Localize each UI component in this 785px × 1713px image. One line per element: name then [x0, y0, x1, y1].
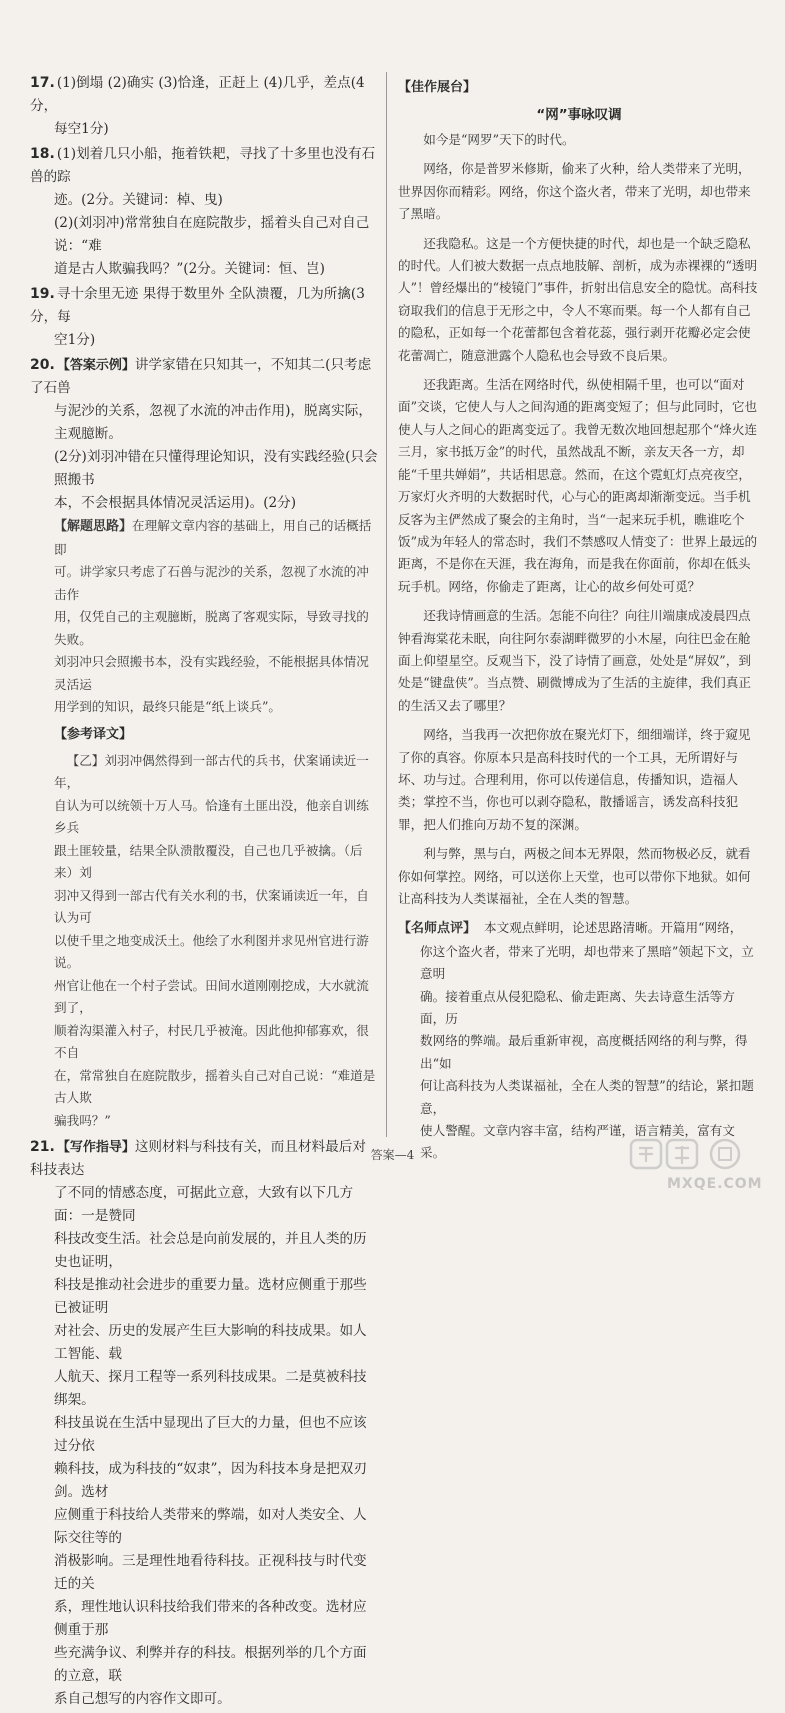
text-line: 舱面上仰望星空。反观当下，没了诗情了画意，处处是“屏 [398, 630, 751, 668]
text-line: 数网络的弊端。最后重新审视，高度概括网络的利与弊，得出“如 [420, 1033, 748, 1071]
text-line: 这则材料与科技有关，而且材料最后对科技表达 [30, 1139, 366, 1178]
column-divider [386, 72, 387, 1137]
solution-idea [30, 515, 378, 719]
essay-title: “网”事咏叹调 [536, 107, 622, 123]
text-line: 坏、功与过。合理利用，你可以传递信息，传播知识，造福人类； [398, 771, 739, 810]
featured-essay-tag: 【佳作展台】 [398, 80, 477, 95]
text-line: 如今是“网罗”天下的时代。 [423, 132, 575, 147]
answer-line: (1)倒塌 (2)确实 (3)恰逢，正赶上 (4)几乎，差点(4分， [30, 75, 365, 114]
text-line: 科技改变生活。社会总是向前发展的，并且人类的历史也证明， [54, 1231, 367, 1270]
text-line: 系自己想写的内容作文即可。 [54, 1691, 231, 1707]
watermark-logo [627, 1134, 777, 1194]
text-line: 远的距离，不是你在天涯，我在海角，而是我在你面前，你却在低 [398, 533, 758, 572]
text-line: 些充满争议、利弊并存的科技。根据列举的几个方面的立意，联 [54, 1645, 367, 1684]
text-line: 用，仅凭自己的主观臆断，脱离了客观实际，导致寻找的失败。 [54, 609, 369, 647]
essay-paragraph [398, 374, 760, 598]
text-line: 应侧重于科技给人类带来的弊端，如对人类安全、人际交往等的 [54, 1507, 367, 1546]
text-line: 必定会使花蕾凋亡，随意泄露个人隐私也会导致不良后果。 [398, 325, 751, 363]
text-line: 何让高科技为人类谋福祉，全在人类的智慧”的结论，紧扣题意， [420, 1078, 754, 1116]
watermark-icon [627, 1134, 777, 1174]
teacher-comment-tag: 【名师点评】 [398, 921, 477, 937]
text-line: 消极影响。三是理性地看待科技。正视科技与时代变迁的关 [54, 1553, 367, 1592]
text-line: 界因你而精彩。网络，你这个盗火者，带来了光明，却也带来了 [398, 183, 751, 222]
text-line: 明人”！曾经爆出的“棱镜门”事件，折射出信息安全的隐忧。 [398, 258, 758, 296]
text-line: 顺着沟渠灌入村子，村民几乎被淹。因此他抑郁寡欢，很不自 [54, 1022, 369, 1060]
text-line: 确。接着重点从侵犯隐私、偷走距离、失去诗意生活等方面，历 [420, 988, 735, 1027]
text-line: 们真正的生活又去了哪里？ [398, 675, 751, 713]
question-number: 21. [30, 1139, 55, 1155]
answer-example-tag: 【答案示例】 [56, 358, 135, 373]
page-footer: 答案—4 [370, 1148, 415, 1162]
text-line: 个饭”成为年轻人的常态时，我们不禁感叹人情变了：世界上最 [398, 511, 745, 549]
question-number: 20. [30, 357, 55, 373]
question-number: 18. [30, 146, 55, 162]
text-line: 羽冲又得到一部古代有关水利的书，伏案诵读近一年，自认为可 [54, 887, 369, 925]
text-line: 州官让他在一个村子尝试。田间水道刚刚挖成，大水就流到了， [54, 977, 369, 1015]
translation-tag: 【参考译文】 [54, 726, 133, 742]
text-line: 以使千里之地变成沃土。他绘了水利图并求见州官进行游说。 [54, 932, 369, 970]
text-line: 系，理性地认识科技给我们带来的各种改变。选材应侧重于那 [54, 1599, 367, 1638]
text-line: 网络，当我再一次把你放在聚光灯下，细细端详，终于窥见 [423, 727, 751, 743]
text-line: 本文观点鲜明，论述思路清晰。开篇用“网络， [484, 920, 743, 936]
essay-paragraph [398, 233, 760, 367]
question-21 [30, 1136, 378, 1711]
answer-line: 讲学家错在只知其一，不知其二(只考虑了石兽 [30, 357, 372, 396]
text-line: 高科技为人类谋福祉，全在人类的智慧。 [410, 891, 638, 906]
text-line: 自认为可以统领十万人马。恰逢有土匪出没，他亲自训练乡兵 [54, 797, 369, 835]
text-line: 利与弊，黑与白，两极之间本无界限，然而物极必反，就看你 [398, 846, 751, 884]
text-line: 连三月，家书抵万金”的时代，虽然战乱不断，亲友天各一方，却 [398, 421, 758, 460]
text-line: 跟土匪较量，结果全队溃散覆没，自己也几乎被擒。（后来）刘 [54, 842, 363, 880]
question-number: 19. [30, 286, 55, 302]
essay-paragraph [398, 605, 760, 717]
text-line: 万家灯火齐明的大数据时代，心与心的距离却渐渐变远。当手 [398, 489, 739, 505]
text-line: 还我距离。生活在网络时代，纵使相隔千里，也可以“面对 [423, 377, 745, 393]
solution-idea-tag: 【解题思路】 [54, 519, 133, 534]
answer-line: 与泥沙的关系，忽视了水流的冲击作用)，脱离实际，主观臆断。 [54, 403, 372, 442]
text-line: 科技虽说在生活中显现出了巨大的力量，但也不应该过分依 [54, 1415, 367, 1454]
essay-paragraph [398, 158, 760, 225]
answer-line: 道是古人欺骗我吗？”(2分。关键词：恒、岂) [54, 261, 325, 277]
right-column [398, 72, 760, 1165]
text-line: 都有自己的隐私，正如每一个花蕾都包含着花蕊，强行剥开花瓣 [398, 302, 751, 341]
text-line: 可。讲学家只考虑了石兽与泥沙的关系，忽视了水流的冲击作 [54, 564, 369, 602]
text-line: 了你的真容。你原本只是高科技时代的一个工具，无所谓好与 [398, 749, 739, 765]
text-line: 黑暗。 [410, 206, 449, 222]
text-line: 了不同的情感态度，可据此立意，大致有以下几方面：一是赞同 [54, 1185, 354, 1224]
reference-translation [30, 750, 378, 1133]
answer-line: 本，不会根据具体情况灵活运用)。(2分) [54, 495, 297, 511]
question-19 [30, 283, 378, 352]
answer-line: (2分)刘羽冲错在只懂得理论知识，没有实践经验(只会照搬书 [54, 449, 378, 488]
text-line: 你这个盗火者，带来了光明，却也带来了黑暗”领起下文，立意明 [420, 943, 754, 982]
text-line: 的时代。人们被大数据一点点地肢解、剖析，成为赤裸裸的“透 [398, 258, 745, 274]
watermark-text: MXQE.COM [667, 1176, 763, 1192]
text-line: 掌控不当，你也可以剥夺隐私，散播谣言，诱发高科技犯罪，把人 [398, 794, 739, 832]
text-line: 面”交谈，它使人与人之间沟通的距离变短了；但与此同时，它也使 [398, 399, 758, 437]
text-line: 人与人之间心的距离变远了。我曾无数次地回想起那个“烽火 [410, 421, 745, 437]
text-line: 高科技窃取我们的信息于无形之中，令人不寒而栗。每一个人 [398, 280, 758, 318]
answer-line: 空1分) [54, 332, 96, 348]
text-line: 在理解文章内容的基础上，用自己的话概括即 [54, 518, 372, 557]
text-line: 奴”，到处是“键盘侠”。当点赞、刷微博成为了生活的主旋律，我 [398, 652, 751, 691]
text-line: 【乙】刘羽冲偶然得到一部古代的兵书，伏案诵读近一年， [54, 752, 369, 790]
text-line: 们推向万劫不复的深渊。 [448, 816, 587, 832]
text-line: 网络，你是普罗米修斯，偷来了火种，给人类带来了光明，世 [398, 161, 751, 199]
essay-body [398, 129, 760, 910]
text-line: 使人警醒。文章内容丰富，结构严谨，语言精美，富有文采。 [420, 1123, 735, 1161]
text-line: 赖科技，成为科技的“奴隶”，因为科技本身是把双刃剑。选材 [54, 1461, 367, 1500]
essay-paragraph [398, 843, 760, 910]
question-17 [30, 72, 378, 141]
answer-line: (1)划着几只小船，拖着铁耙，寻找了十多里也没有石兽的踪 [30, 146, 376, 185]
text-line: 用学到的知识，最终只能是“纸上谈兵”。 [54, 699, 281, 714]
question-18 [30, 143, 378, 281]
text-line: 在，常常独自在庭院散步，摇着头自己对自己说：“难道是古人欺 [54, 1067, 376, 1105]
text-line: 还我诗情画意的生活。怎能不向往？向往川端康成凌晨四 [423, 608, 739, 624]
text-line: 人航天、探月工程等一系列科技成果。二是莫被科技绑架。 [54, 1369, 367, 1408]
essay-paragraph [398, 129, 760, 151]
left-column [30, 72, 378, 1713]
text-line: 能“千里共婵娟”，共话相思意。然而，在这个霓虹灯点亮夜空， [398, 466, 751, 482]
answer-line: (2)(刘羽冲)常常独自在庭院散步，摇着头自己对自己说：“难 [54, 215, 370, 254]
text-line: 如何掌控。网络，可以送你上天堂，也可以带你下地狱。如何让 [398, 868, 751, 906]
text-line: 机反客为主俨然成了聚会的主角时，当“一起来玩手机，瞧谁吃 [398, 489, 751, 527]
essay-paragraph [398, 724, 760, 836]
teacher-comment [398, 917, 760, 1164]
answer-line: 寻十余里无迹 果得于数里外 全队溃覆，几为所擒(3分，每 [30, 286, 365, 325]
text-line: 骗我吗？” [54, 1112, 111, 1128]
text-line: 刘羽冲只会照搬书本，没有实践经验，不能根据具体情况灵活运 [54, 654, 369, 692]
text-line: 对社会、历史的发展产生巨大影响的科技成果。如人工智能、载 [54, 1323, 367, 1362]
writing-guide-tag: 【写作指导】 [56, 1140, 135, 1155]
text-line: 点钟看海棠花未眠，向往阿尔泰湖畔微罗的小木屋，向往巴金在 [398, 608, 751, 646]
question-20 [30, 354, 378, 1132]
text-line: 头玩手机。网络，你偷走了距离，让心的故乡何处可觅？ [398, 556, 751, 594]
question-number: 17. [30, 75, 55, 91]
text-line: 科技是推动社会进步的重要力量。选材应侧重于那些已被证明 [54, 1277, 367, 1316]
text-line: 还我隐私。这是一个方便快捷的时代，却也是一个缺乏隐私 [423, 235, 751, 251]
answer-line: 迹。(2分。关键词：棹、曳) [54, 192, 223, 208]
answer-line: 每空1分) [54, 121, 109, 137]
